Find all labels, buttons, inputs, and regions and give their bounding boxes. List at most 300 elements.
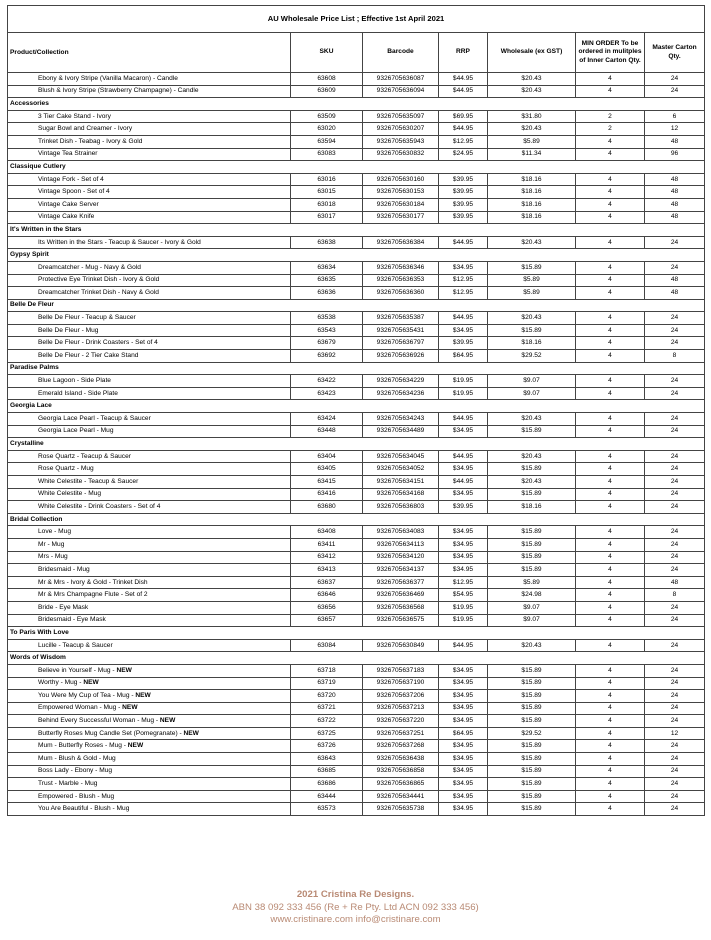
table-row <box>8 690 705 703</box>
section-row <box>8 400 705 413</box>
master-carton-cell: 24 <box>645 236 705 249</box>
sku-cell: 63404 <box>291 450 363 463</box>
product-name-text: Vintage Cake Knife <box>38 213 95 221</box>
sku-cell: 63016 <box>291 173 363 186</box>
master-carton-cell: 24 <box>645 538 705 551</box>
barcode-cell: 9326705635943 <box>363 135 439 148</box>
master-carton-cell: 24 <box>645 639 705 652</box>
product-name-text: Empowered Woman - Mug - <box>38 704 123 712</box>
footer-copyright: 2021 Cristina Re Designs. <box>296 889 415 900</box>
product-name-text: Dreamcatcher - Mug - Navy & Gold <box>38 263 141 271</box>
wholesale-cell: $15.89 <box>488 664 576 677</box>
rrp-cell: $54.95 <box>439 589 488 602</box>
wholesale-cell: $15.89 <box>488 740 576 753</box>
header-sku: SKU <box>291 33 363 73</box>
table-row <box>8 601 705 614</box>
table-row <box>8 790 705 803</box>
rrp-cell: $39.95 <box>439 173 488 186</box>
product-name <box>8 186 291 199</box>
product-name-text: You Are Beautiful - Blush - Mug <box>38 805 130 813</box>
master-carton-cell: 48 <box>645 211 705 224</box>
sku-cell: 63637 <box>291 576 363 589</box>
table-row <box>8 236 705 249</box>
wholesale-cell: $20.43 <box>488 312 576 325</box>
master-carton-cell: 24 <box>645 664 705 677</box>
min-order-cell: 4 <box>576 614 645 627</box>
barcode-cell: 9326705636797 <box>363 337 439 350</box>
sku-cell: 63719 <box>291 677 363 690</box>
barcode-cell: 9326705630160 <box>363 173 439 186</box>
sku-cell: 63411 <box>291 538 363 551</box>
wholesale-cell: $15.89 <box>488 702 576 715</box>
barcode-cell: 9326705634083 <box>363 526 439 539</box>
min-order-cell: 4 <box>576 236 645 249</box>
new-badge: NEW <box>135 691 151 699</box>
barcode-cell: 9326705635738 <box>363 803 439 816</box>
product-name <box>8 601 291 614</box>
new-badge: NEW <box>122 704 138 712</box>
product-name-text: Bridesmaid - Mug <box>38 565 90 573</box>
header-product: Product/Collection <box>8 33 291 73</box>
rrp-cell: $39.95 <box>439 501 488 514</box>
sku-cell: 63722 <box>291 715 363 728</box>
barcode-cell: 9326705634489 <box>363 425 439 438</box>
master-carton-cell: 24 <box>645 463 705 476</box>
product-name <box>8 173 291 186</box>
barcode-cell: 9326705637220 <box>363 715 439 728</box>
wholesale-cell: $18.16 <box>488 173 576 186</box>
product-name-text: Bride - Eye Mask <box>38 603 89 611</box>
min-order-cell: 4 <box>576 538 645 551</box>
product-name <box>8 639 291 652</box>
product-name-text: Mr & Mrs Champagne Flute - Set of 2 <box>38 591 148 599</box>
min-order-cell: 4 <box>576 727 645 740</box>
footer-abn: ABN 38 092 333 456 (Re + Re Pty. Ltd ACN 092 333 456) <box>232 901 479 913</box>
wholesale-cell: $20.43 <box>488 236 576 249</box>
product-name <box>8 476 291 489</box>
sku-cell: 63680 <box>291 501 363 514</box>
min-order-cell: 4 <box>576 476 645 489</box>
barcode-cell: 9326705630153 <box>363 186 439 199</box>
header-barcode: Barcode <box>363 33 439 73</box>
new-badge: NEW <box>116 666 132 674</box>
master-carton-cell: 48 <box>645 135 705 148</box>
header-master-carton: Master Carton Qty. <box>645 33 705 73</box>
product-name <box>8 664 291 677</box>
min-order-cell: 4 <box>576 677 645 690</box>
master-carton-cell: 48 <box>645 186 705 199</box>
product-name <box>8 564 291 577</box>
product-name <box>8 715 291 728</box>
sku-cell: 63509 <box>291 110 363 123</box>
min-order-cell: 4 <box>576 324 645 337</box>
product-name <box>8 287 291 300</box>
wholesale-cell: $20.43 <box>488 450 576 463</box>
product-name <box>8 450 291 463</box>
master-carton-cell: 48 <box>645 576 705 589</box>
min-order-cell: 4 <box>576 551 645 564</box>
section-row <box>8 224 705 237</box>
table-row <box>8 589 705 602</box>
barcode-cell: 9326705634120 <box>363 551 439 564</box>
sku-cell: 63686 <box>291 778 363 791</box>
barcode-cell: 9326705635387 <box>363 312 439 325</box>
product-name <box>8 274 291 287</box>
product-name-text: Belle De Fleur - 2 Tier Cake Stand <box>38 351 139 359</box>
sku-cell: 63646 <box>291 589 363 602</box>
min-order-cell: 4 <box>576 375 645 388</box>
wholesale-cell: $20.43 <box>488 476 576 489</box>
rrp-cell: $19.95 <box>439 614 488 627</box>
wholesale-cell: $15.89 <box>488 526 576 539</box>
rrp-cell: $12.95 <box>439 135 488 148</box>
product-name-text: Rose Quartz - Mug <box>38 465 94 473</box>
rrp-cell: $34.95 <box>439 690 488 703</box>
product-name-text: Vintage Cake Server <box>38 200 99 208</box>
barcode-cell: 9326705636087 <box>363 73 439 86</box>
rrp-cell: $44.95 <box>439 312 488 325</box>
sku-cell: 63415 <box>291 476 363 489</box>
product-name-text: Mr - Mug <box>38 540 65 548</box>
master-carton-cell: 24 <box>645 501 705 514</box>
section-row <box>8 249 705 262</box>
rrp-cell: $34.95 <box>439 551 488 564</box>
barcode-cell: 9326705637213 <box>363 702 439 715</box>
rrp-cell: $34.95 <box>439 425 488 438</box>
product-name-text: Georgia Lace Pearl - Teacup & Saucer <box>38 414 151 422</box>
table-row <box>8 488 705 501</box>
product-name-text: White Celestite - Drink Coasters - Set of 4 <box>38 502 161 510</box>
product-name <box>8 85 291 98</box>
rrp-cell: $34.95 <box>439 488 488 501</box>
table-row <box>8 198 705 211</box>
wholesale-cell: $9.07 <box>488 614 576 627</box>
price-list-title: AU Wholesale Price List ; Effective 1st April 2021 <box>8 6 705 33</box>
barcode-cell: 9326705630849 <box>363 639 439 652</box>
product-name-text: Boss Lady - Ebony - Mug <box>38 767 113 775</box>
master-carton-cell: 24 <box>645 677 705 690</box>
product-name-text: You Were My Cup of Tea - Mug - <box>38 691 136 699</box>
rrp-cell: $34.95 <box>439 715 488 728</box>
table-row <box>8 778 705 791</box>
barcode-cell: 9326705636353 <box>363 274 439 287</box>
sku-cell: 63685 <box>291 765 363 778</box>
master-carton-cell: 24 <box>645 85 705 98</box>
table-row <box>8 740 705 753</box>
barcode-cell: 9326705636858 <box>363 765 439 778</box>
product-name <box>8 551 291 564</box>
barcode-cell: 9326705634236 <box>363 387 439 400</box>
product-name-text: Blush & Ivory Stripe (Strawberry Champagne) - Candle <box>38 87 199 95</box>
min-order-cell: 4 <box>576 261 645 274</box>
table-row <box>8 576 705 589</box>
product-name <box>8 727 291 740</box>
master-carton-cell: 24 <box>645 690 705 703</box>
rrp-cell: $44.95 <box>439 123 488 136</box>
master-carton-cell: 24 <box>645 312 705 325</box>
product-name-text: Trinket Dish - Teabag - Ivory & Gold <box>38 137 143 145</box>
section-title: Belle De Fleur <box>8 299 705 312</box>
section-title: Accessories <box>8 98 705 111</box>
rrp-cell: $44.95 <box>439 450 488 463</box>
min-order-cell: 4 <box>576 350 645 363</box>
rrp-cell: $34.95 <box>439 463 488 476</box>
table-row <box>8 551 705 564</box>
header-min-order: MIN ORDER To be ordered in mulitples of Inner Carton Qty. <box>576 33 645 73</box>
table-row <box>8 312 705 325</box>
master-carton-cell: 24 <box>645 73 705 86</box>
product-name <box>8 148 291 161</box>
min-order-cell: 4 <box>576 337 645 350</box>
barcode-cell: 9326705630832 <box>363 148 439 161</box>
barcode-cell: 9326705637206 <box>363 690 439 703</box>
master-carton-cell: 24 <box>645 790 705 803</box>
product-name-text: Belle De Fleur - Mug <box>38 326 99 334</box>
rrp-cell: $69.95 <box>439 110 488 123</box>
wholesale-cell: $5.89 <box>488 287 576 300</box>
min-order-cell: 4 <box>576 639 645 652</box>
sku-cell: 63423 <box>291 387 363 400</box>
sku-cell: 63015 <box>291 186 363 199</box>
product-name <box>8 123 291 136</box>
product-name <box>8 324 291 337</box>
table-row <box>8 135 705 148</box>
table-row <box>8 337 705 350</box>
table-row <box>8 639 705 652</box>
product-name-text: Blue Lagoon - Side Plate <box>38 377 111 385</box>
min-order-cell: 4 <box>576 186 645 199</box>
barcode-cell: 9326705634045 <box>363 450 439 463</box>
master-carton-cell: 24 <box>645 601 705 614</box>
wholesale-cell: $5.89 <box>488 135 576 148</box>
barcode-cell: 9326705636926 <box>363 350 439 363</box>
barcode-cell: 9326705636865 <box>363 778 439 791</box>
rrp-cell: $19.95 <box>439 375 488 388</box>
master-carton-cell: 24 <box>645 765 705 778</box>
section-row <box>8 362 705 375</box>
rrp-cell: $12.95 <box>439 287 488 300</box>
price-list-table <box>7 5 705 816</box>
product-name-text: Behind Every Successful Woman - Mug - <box>38 717 160 725</box>
product-name <box>8 677 291 690</box>
table-row <box>8 211 705 224</box>
table-row <box>8 727 705 740</box>
min-order-cell: 2 <box>576 110 645 123</box>
rrp-cell: $34.95 <box>439 702 488 715</box>
footer-contact: www.cristinare.com info@cristinare.com <box>270 914 441 925</box>
product-name <box>8 236 291 249</box>
product-name-text: Vintage Fork - Set of 4 <box>38 175 104 183</box>
table-row <box>8 173 705 186</box>
product-name-text: Love - Mug <box>38 528 71 536</box>
rrp-cell: $34.95 <box>439 803 488 816</box>
min-order-cell: 4 <box>576 715 645 728</box>
product-name <box>8 538 291 551</box>
product-name <box>8 211 291 224</box>
wholesale-cell: $11.34 <box>488 148 576 161</box>
master-carton-cell: 24 <box>645 715 705 728</box>
table-row <box>8 324 705 337</box>
wholesale-cell: $18.16 <box>488 337 576 350</box>
barcode-cell: 9326705630177 <box>363 211 439 224</box>
min-order-cell: 4 <box>576 589 645 602</box>
barcode-cell: 9326705637268 <box>363 740 439 753</box>
section-row <box>8 299 705 312</box>
master-carton-cell: 24 <box>645 488 705 501</box>
wholesale-cell: $5.89 <box>488 576 576 589</box>
wholesale-cell: $15.89 <box>488 677 576 690</box>
min-order-cell: 4 <box>576 85 645 98</box>
master-carton-cell: 8 <box>645 589 705 602</box>
barcode-cell: 9326705635431 <box>363 324 439 337</box>
new-badge: NEW <box>83 679 99 687</box>
sku-cell: 63718 <box>291 664 363 677</box>
sku-cell: 63643 <box>291 753 363 766</box>
sku-cell: 63416 <box>291 488 363 501</box>
rrp-cell: $34.95 <box>439 765 488 778</box>
product-name-text: Mum - Blush & Gold - Mug <box>38 754 116 762</box>
product-name <box>8 135 291 148</box>
master-carton-cell: 24 <box>645 375 705 388</box>
rrp-cell: $39.95 <box>439 211 488 224</box>
min-order-cell: 2 <box>576 123 645 136</box>
section-title: Gypsy Spirit <box>8 249 705 262</box>
wholesale-cell: $15.89 <box>488 690 576 703</box>
master-carton-cell: 12 <box>645 727 705 740</box>
min-order-cell: 4 <box>576 488 645 501</box>
barcode-cell: 9326705634243 <box>363 413 439 426</box>
sku-cell: 63412 <box>291 551 363 564</box>
min-order-cell: 4 <box>576 135 645 148</box>
new-badge: NEW <box>127 742 144 750</box>
table-row <box>8 413 705 426</box>
master-carton-cell: 6 <box>645 110 705 123</box>
barcode-cell: 9326705637190 <box>363 677 439 690</box>
barcode-cell: 9326705630184 <box>363 198 439 211</box>
min-order-cell: 4 <box>576 803 645 816</box>
barcode-cell: 9326705636094 <box>363 85 439 98</box>
wholesale-cell: $15.89 <box>488 753 576 766</box>
min-order-cell: 4 <box>576 198 645 211</box>
table-row <box>8 526 705 539</box>
barcode-cell: 9326705634168 <box>363 488 439 501</box>
min-order-cell: 4 <box>576 387 645 400</box>
min-order-cell: 4 <box>576 211 645 224</box>
master-carton-cell: 24 <box>645 564 705 577</box>
barcode-cell: 9326705636469 <box>363 589 439 602</box>
min-order-cell: 4 <box>576 173 645 186</box>
section-row <box>8 98 705 111</box>
wholesale-cell: $20.43 <box>488 123 576 136</box>
barcode-cell: 9326705634113 <box>363 538 439 551</box>
master-carton-cell: 24 <box>645 261 705 274</box>
header-rrp: RRP <box>439 33 488 73</box>
wholesale-cell: $24.98 <box>488 589 576 602</box>
product-name-text: Empowered - Blush - Mug <box>38 792 115 800</box>
table-row <box>8 715 705 728</box>
barcode-cell: 9326705634151 <box>363 476 439 489</box>
min-order-cell: 4 <box>576 740 645 753</box>
product-name <box>8 387 291 400</box>
product-name <box>8 753 291 766</box>
master-carton-cell: 24 <box>645 526 705 539</box>
min-order-cell: 4 <box>576 790 645 803</box>
table-row <box>8 450 705 463</box>
sku-cell: 63538 <box>291 312 363 325</box>
min-order-cell: 4 <box>576 148 645 161</box>
table-row <box>8 803 705 816</box>
product-name <box>8 803 291 816</box>
table-row <box>8 261 705 274</box>
sku-cell: 63424 <box>291 413 363 426</box>
rrp-cell: $34.95 <box>439 538 488 551</box>
min-order-cell: 4 <box>576 765 645 778</box>
min-order-cell: 4 <box>576 450 645 463</box>
master-carton-cell: 48 <box>645 198 705 211</box>
product-name <box>8 488 291 501</box>
product-name-text: Believe in Yourself - Mug - <box>38 666 117 674</box>
rrp-cell: $19.95 <box>439 387 488 400</box>
product-name-text: Rose Quartz - Teacup & Saucer <box>38 452 131 460</box>
wholesale-cell: $15.89 <box>488 778 576 791</box>
barcode-cell: 9326705636377 <box>363 576 439 589</box>
rrp-cell: $34.95 <box>439 261 488 274</box>
sku-cell: 63692 <box>291 350 363 363</box>
min-order-cell: 4 <box>576 274 645 287</box>
product-name-text: Its Written in the Stars - Teacup & Saucer - Ivory & Gold <box>38 238 201 246</box>
table-row <box>8 664 705 677</box>
sku-cell: 63444 <box>291 790 363 803</box>
product-name <box>8 337 291 350</box>
min-order-cell: 4 <box>576 601 645 614</box>
master-carton-cell: 24 <box>645 740 705 753</box>
min-order-cell: 4 <box>576 425 645 438</box>
wholesale-cell: $15.89 <box>488 564 576 577</box>
section-row <box>8 652 705 665</box>
rrp-cell: $34.95 <box>439 740 488 753</box>
section-title: Paradise Palms <box>8 362 705 375</box>
sku-cell: 63422 <box>291 375 363 388</box>
product-name <box>8 576 291 589</box>
table-row <box>8 85 705 98</box>
min-order-cell: 4 <box>576 702 645 715</box>
product-name-text: Vintage Tea Strainer <box>38 150 98 158</box>
table-row <box>8 123 705 136</box>
product-name <box>8 425 291 438</box>
section-title: Bridal Collection <box>8 513 705 526</box>
rrp-cell: $44.95 <box>439 73 488 86</box>
rrp-cell: $34.95 <box>439 677 488 690</box>
wholesale-cell: $15.89 <box>488 488 576 501</box>
sku-cell: 63638 <box>291 236 363 249</box>
master-carton-cell: 24 <box>645 324 705 337</box>
section-title: Georgia Lace <box>8 400 705 413</box>
footer <box>0 889 711 927</box>
product-name <box>8 740 291 753</box>
product-name-text: Mrs - Mug <box>38 553 68 561</box>
section-title: Words of Wisdom <box>8 652 705 665</box>
sku-cell: 63018 <box>291 198 363 211</box>
table-row <box>8 287 705 300</box>
rrp-cell: $64.95 <box>439 727 488 740</box>
table-row <box>8 274 705 287</box>
product-name-text: Mum - Butterfly Roses - Mug - <box>38 742 128 750</box>
sku-cell: 63726 <box>291 740 363 753</box>
sku-cell: 63609 <box>291 85 363 98</box>
table-row <box>8 702 705 715</box>
section-title: Classique Cutlery <box>8 161 705 174</box>
master-carton-cell: 24 <box>645 753 705 766</box>
